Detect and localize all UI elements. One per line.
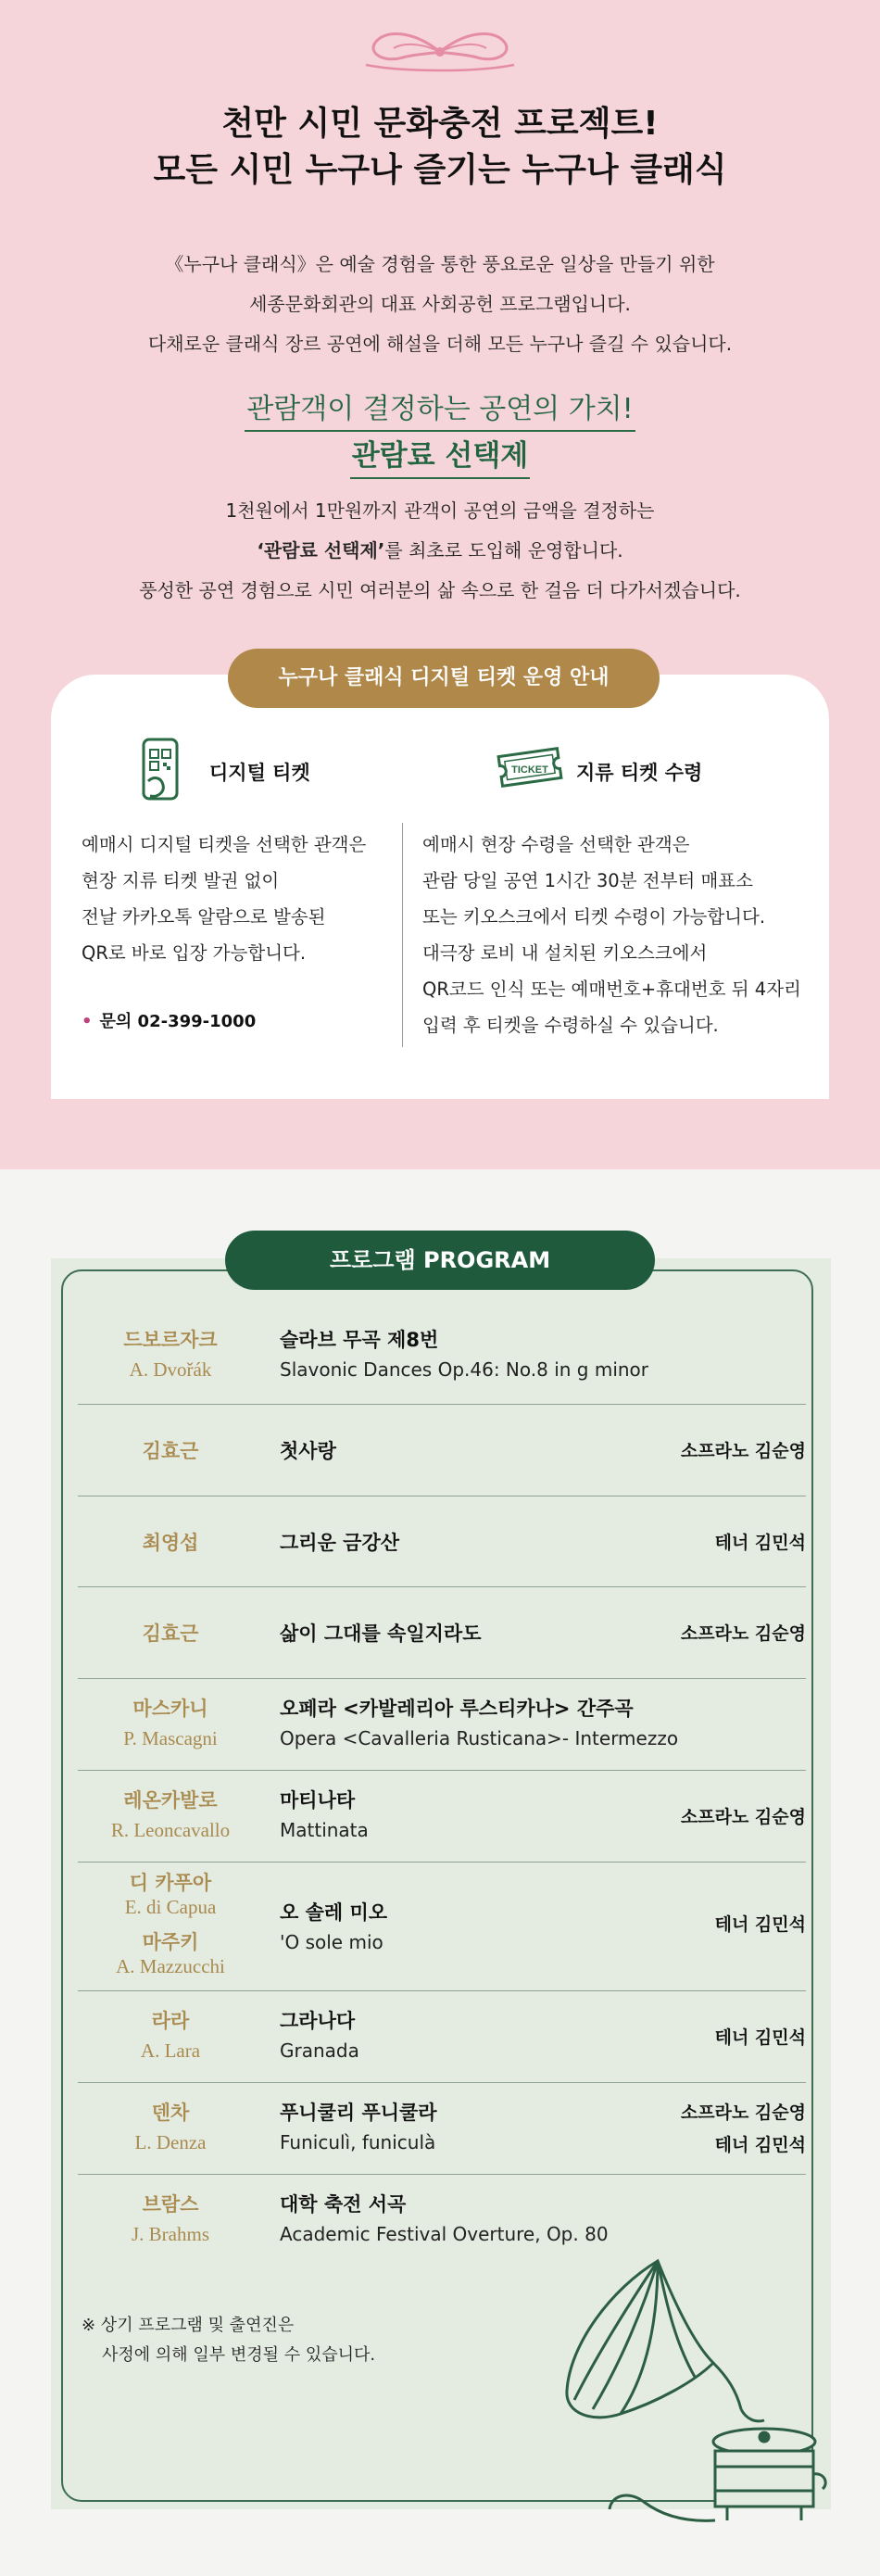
paper-line: 또는 키오스크에서 티켓 수령이 가능합니다.: [422, 906, 766, 928]
program-title: 프로그램 PROGRAM: [225, 1231, 655, 1290]
program-row: [78, 1316, 806, 1405]
composer-en: A. Dvořák: [129, 1358, 212, 1381]
pricing-line: [0, 531, 880, 571]
work-ko: 마티나타: [280, 1789, 356, 1812]
program-note-line2: 사정에 의해 일부 변경될 수 있습니다.: [102, 2345, 376, 2365]
program-row: [78, 1679, 806, 1770]
pricing-line: 1천원에서 1만원까지 관객이 공연의 금액을 결정하는: [225, 499, 655, 522]
work-ko: 푸니쿨리 푸니쿨라: [280, 2102, 437, 2124]
paper-line: 입력 후 티켓을 수령하실 수 있습니다.: [422, 1015, 719, 1036]
composer-ko: 마스카니: [132, 1698, 208, 1720]
work-en: Opera <Cavalleria Rusticana>- Intermezzo: [280, 1727, 679, 1749]
pricing-quote: ‘관람료 선택제’: [257, 539, 385, 562]
paper-ticket-text: [422, 827, 801, 1043]
work-ko: 슬라브 무곡 제8번: [280, 1329, 439, 1351]
composer-en: J. Brahms: [132, 2223, 209, 2245]
composer-en: R. Leoncavallo: [110, 1819, 231, 1841]
work-en: Slavonic Dances Op.46: No.8 in g minor: [280, 1358, 649, 1381]
composer-ko: 디 카푸아: [129, 1872, 212, 1894]
mobile-qr-icon: [141, 737, 180, 803]
digital-line: 전날 카카오톡 알람으로 발송된: [82, 906, 326, 928]
column-divider: [402, 823, 403, 1047]
work-ko: 첫사랑: [280, 1440, 336, 1462]
composer-ko: 라라: [151, 2010, 190, 2032]
composer2-en: A. Mazzucchi: [116, 1955, 225, 1977]
performer: 테너 김민석: [714, 1914, 806, 1935]
composer-ko: 브람스: [142, 2193, 199, 2216]
performer: 소프라노 김순영: [680, 1807, 806, 1827]
work-en: Mattinata: [280, 1819, 369, 1841]
paper-ticket-icon-text: TICKET: [511, 764, 548, 776]
program-row: [78, 1587, 806, 1678]
work-ko: 대학 축전 서곡: [280, 2193, 407, 2216]
paper-line: 대극장 로비 내 설치된 키오스크에서: [422, 942, 708, 964]
composer-ko: 레온카발로: [123, 1789, 218, 1812]
ribbon-ornament-icon: [347, 26, 533, 78]
work-ko: 오페라 <카발레리아 루스티카나> 간주곡: [280, 1698, 634, 1720]
sub-heading-bold-text: 관람료 선택제: [350, 432, 530, 479]
work-ko: 그라나다: [280, 2010, 356, 2032]
contact-info: [82, 1008, 256, 1032]
digital-ticket-title: 디지털 티켓: [209, 762, 310, 784]
headline-line2: 모든 시민 누구나 즐기는 누구나 클래식: [153, 151, 727, 189]
composer2-ko: 마주키: [142, 1931, 199, 1953]
sub-heading-bold: [0, 432, 880, 479]
composer-ko: 드보르자크: [123, 1329, 218, 1351]
ticket-section-title: 누구나 클래식 디지털 티켓 운영 안내: [228, 649, 660, 708]
bullet-dot-icon: •: [82, 1012, 93, 1031]
program-row: [78, 1405, 806, 1496]
paper-line: 관람 당일 공연 1시간 30분 전부터 매표소: [422, 870, 753, 891]
pricing-line-rest: 를 최초로 도입해 운영합니다.: [384, 539, 623, 562]
program-row: [78, 1496, 806, 1587]
composer-ko: 덴차: [151, 2102, 190, 2124]
work-ko: 오 솔레 미오: [280, 1901, 388, 1924]
digital-line: QR로 바로 입장 가능합니다.: [82, 942, 307, 964]
work-en: Funiculì, funiculà: [280, 2131, 436, 2153]
paper-line: QR코드 인식 또는 예매번호+휴대번호 뒤 4자리: [422, 979, 801, 1000]
work-ko: 삶이 그대를 속일지라도: [280, 1623, 482, 1645]
program-row: [78, 1771, 806, 1862]
program-note-line1: ※ 상기 프로그램 및 출연진은: [82, 2316, 295, 2335]
gramophone-icon: [556, 2252, 834, 2530]
intro-desc-line: 다채로운 클래식 장르 공연에 해설을 더해 모든 누구나 즐길 수 있습니다.: [147, 333, 733, 355]
work-en: Academic Festival Overture, Op. 80: [280, 2223, 609, 2245]
performer: 소프라노 김순영: [680, 1441, 806, 1461]
digital-ticket-text: [82, 827, 366, 971]
program-row: [78, 1863, 806, 1990]
sub-heading-text: 관람객이 결정하는 공연의 가치!: [245, 385, 635, 432]
headline-line1: 천만 시민 문화충전 프로젝트!: [221, 105, 659, 143]
performer2: 테너 김민석: [714, 2135, 806, 2155]
composer-ko: 최영섭: [142, 1532, 199, 1554]
contact-text: 문의 02-399-1000: [99, 1012, 257, 1031]
work-en: 'O sole mio: [280, 1931, 383, 1953]
pricing-line: 풍성한 공연 경험으로 시민 여러분의 삶 속으로 한 걸음 더 다가서겠습니다.: [139, 579, 741, 601]
work-en: Granada: [280, 2039, 359, 2062]
intro-desc-line: 세종문화회관의 대표 사회공헌 프로그램입니다.: [249, 293, 631, 315]
performer: 소프라노 김순영: [680, 1623, 806, 1644]
performer: 테너 김민석: [714, 2027, 806, 2048]
composer-en: L. Denza: [134, 2131, 207, 2153]
digital-line: 예매시 디지털 티켓을 선택한 관객은: [82, 834, 367, 855]
paper-line: 예매시 현장 수령을 선택한 관객은: [422, 834, 690, 855]
composer-en: E. di Capua: [124, 1896, 217, 1918]
sub-heading: [0, 385, 880, 432]
performer: 소프라노 김순영: [680, 2102, 806, 2123]
work-ko: 그리운 금강산: [280, 1532, 400, 1554]
performer: 테너 김민석: [714, 1533, 806, 1553]
composer-ko: 김효근: [142, 1440, 199, 1462]
program-row: [78, 1991, 806, 2082]
paper-ticket-title: 지류 티켓 수령: [576, 762, 703, 784]
composer-en: P. Mascagni: [123, 1727, 218, 1749]
program-row: [78, 2083, 806, 2174]
intro-desc-line: 《누구나 클래식》은 예술 경험을 통한 풍요로운 일상을 만들기 위한: [165, 253, 715, 275]
digital-line: 현장 지류 티켓 발권 없이: [82, 870, 280, 891]
paper-ticket-icon: [493, 739, 567, 793]
composer-en: A. Lara: [140, 2039, 201, 2062]
composer-ko: 김효근: [142, 1623, 199, 1645]
